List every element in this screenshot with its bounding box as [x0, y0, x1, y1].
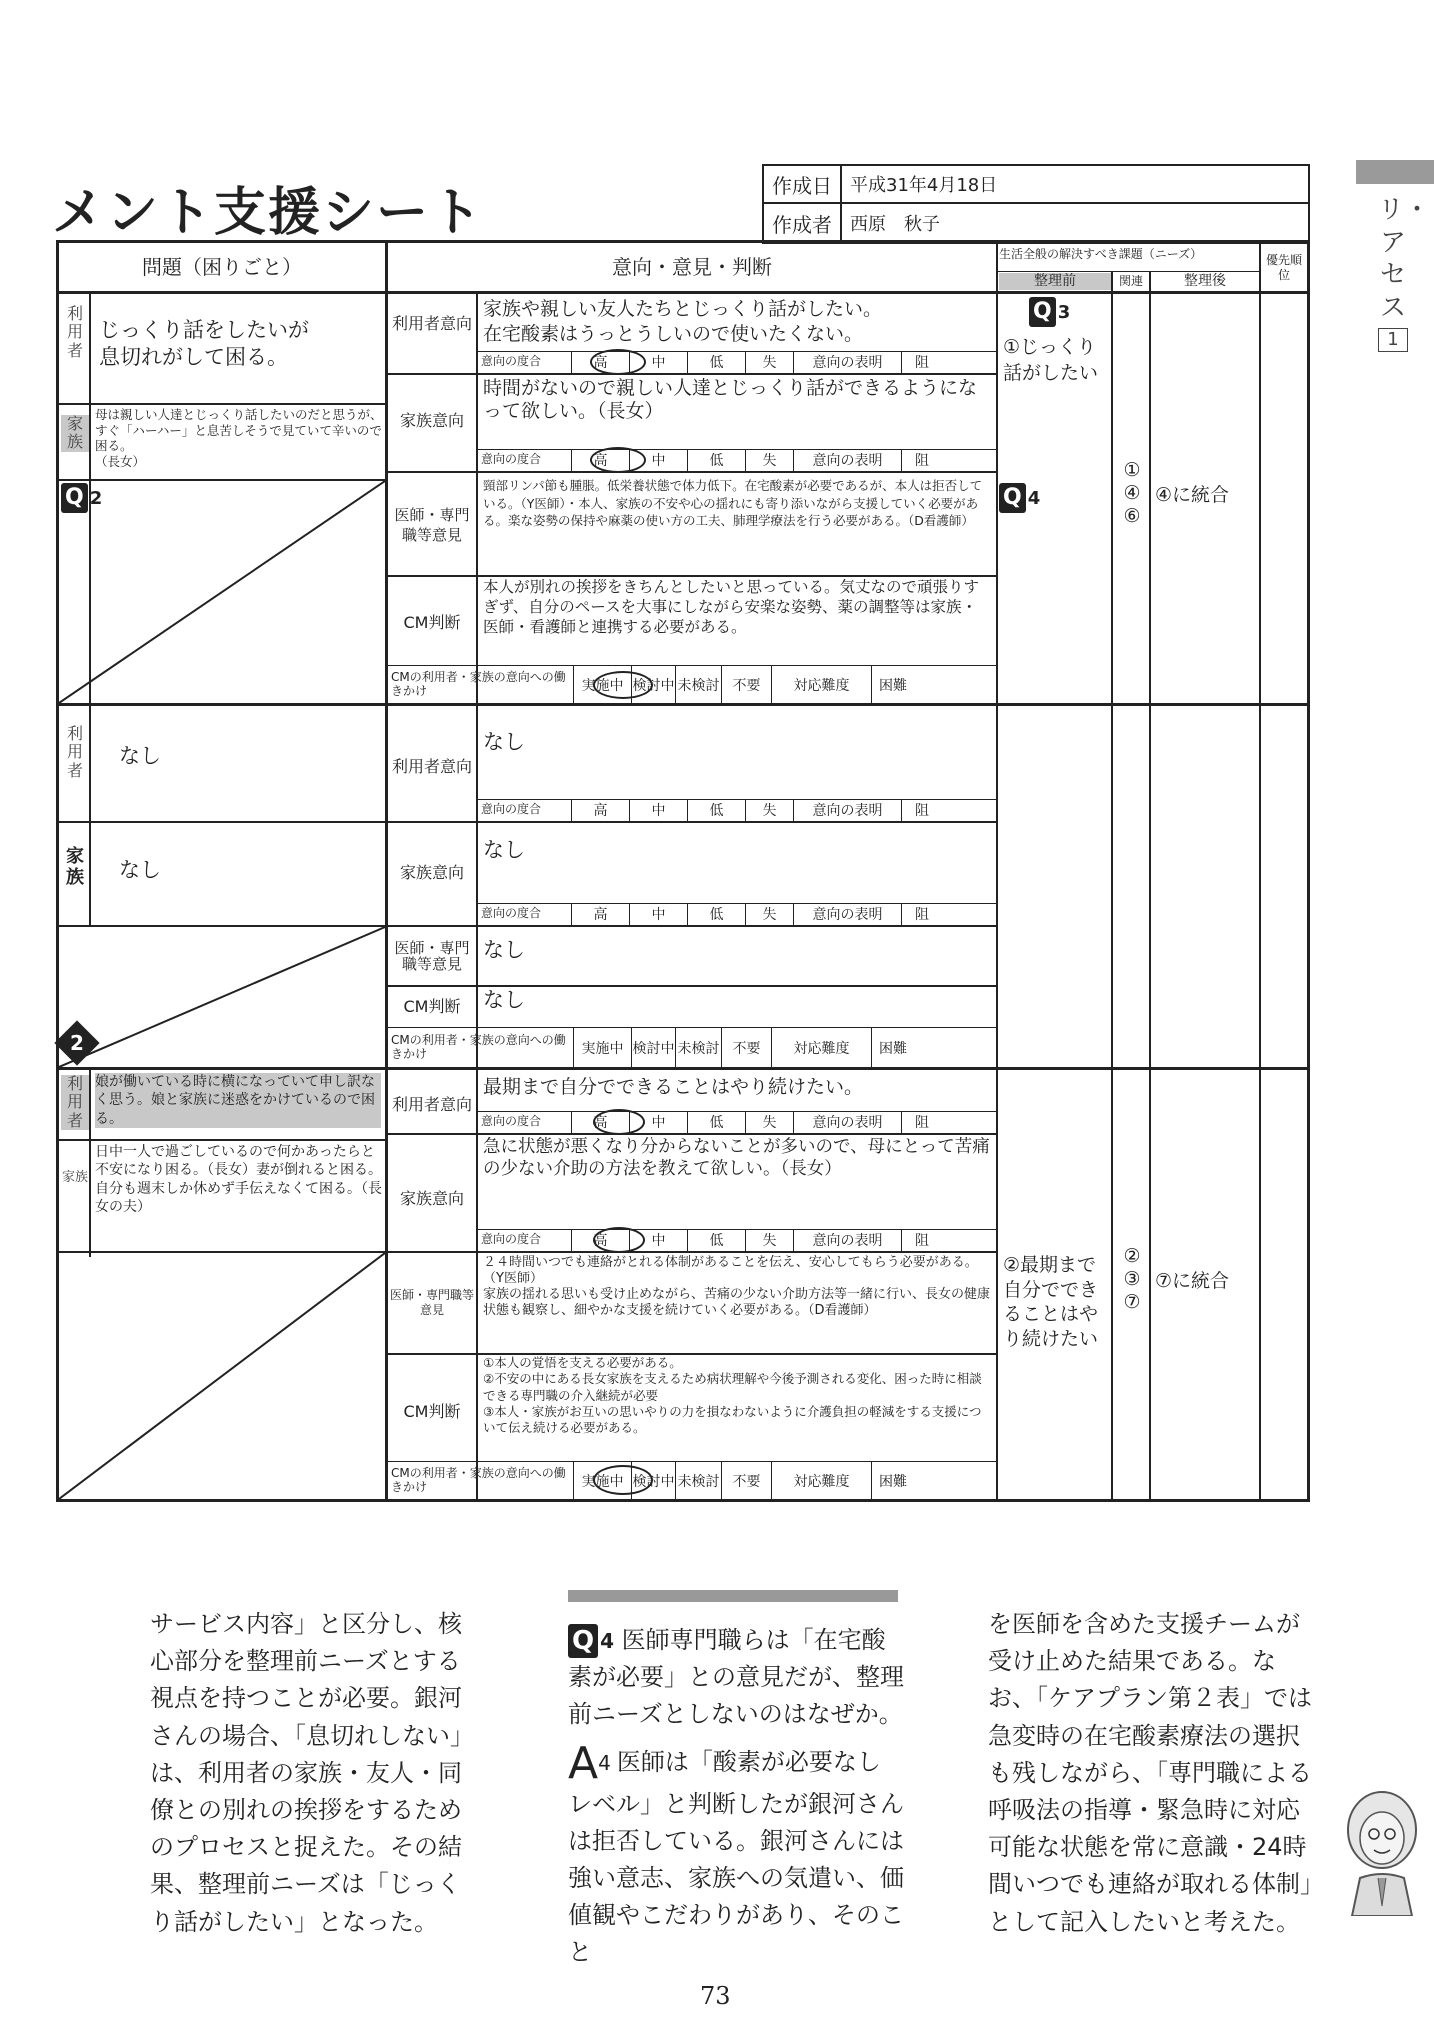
scale-option: 対応難度 [772, 1028, 872, 1067]
article-col3: を医師を含めた支援チームが受け止めた結果である。なお、「ケアプラン第２表」では急変時の在宅酸素療法の選択も残しながら、「専門職による呼吸法の指導・緊急時に対応可能な状態を常に意識・24時間いつでも連絡が取れる体制」として記入したいと考えた。 [988, 1610, 1312, 1936]
scale-option: 不要 [722, 666, 772, 703]
scale-option: 阻 [915, 355, 929, 371]
scale-option: 高 [572, 903, 630, 925]
scale-option: 対応難度 [772, 666, 872, 703]
scale-option: 困難 [879, 1473, 907, 1490]
scale-option: 不要 [722, 1028, 772, 1067]
q3-badge: Q 3 [1029, 297, 1070, 327]
s3-doctor: ２４時間いつでも連絡がとれる体制があることを伝え、安心してもらう必要がある。（Y医師） 家族の揺れる思いも受け止めながら、苦痛の少ない介助方法等一緒に行い、長女の健康状態も観察し、細やかな支援を続けていく必要がある。（D看護師） [483, 1255, 991, 1318]
qa-separator [568, 1590, 898, 1602]
author: 西原 秋子 [850, 214, 940, 235]
scale-option: 不要 [722, 1462, 772, 1499]
scale-option: 阻 [915, 1115, 929, 1131]
s3-family-intent: 急に状態が悪くなり分からないことが多いので、母にとって苦痛の少ない介助の方法を教えて欲しい。（長女） [483, 1137, 990, 1179]
scale-option: 検討中 [632, 666, 676, 703]
scale-option: 阻 [915, 1233, 929, 1249]
scale-option: 阻 [915, 453, 929, 469]
label-user-intent-2: 利用者意向 [391, 757, 472, 777]
scale-option: 意向の表明 [794, 799, 902, 821]
created-date-label: 作成日 [764, 166, 842, 202]
created-date: 平成31年4月18日 [850, 175, 998, 196]
scale-option: 失 [746, 799, 794, 821]
scale-option: 未検討 [676, 666, 722, 703]
s3-after: ⑦に統合 [1155, 1270, 1230, 1292]
s1-user-problem: じっくり話をしたいが 息切れがして困る。 [99, 318, 309, 370]
scale-label: 意向の度合 [478, 903, 572, 925]
elderly-man-illustration [1330, 1786, 1434, 1916]
priority-header: 優先順位 [1265, 253, 1302, 282]
s1-family-problem: 母は親しい人達とじっくり話したいのだと思うが、すぐ「ハーハー」と息苦しそうで見ていて辛いので困る。 （長女） [95, 407, 383, 469]
scale-option: 高 [572, 1229, 630, 1251]
s1-cm: 本人が別れの挨拶をきちんとしたいと思っている。気丈なので頑張りすぎず、自分のペースを大事にしながら安楽な姿勢、薬の調整等は家族・医師・看護師と連携する必要がある。 [483, 578, 980, 637]
s1-user-intent: 家族や親しい友人たちとじっくり話がしたい。 在宅酸素はうっとうしいので使いたくない。 [483, 298, 883, 345]
scale-option: 高 [572, 351, 630, 373]
s3-related: ② ③ ⑦ [1123, 1245, 1141, 1313]
s3-action-row [388, 1462, 996, 1499]
s2-user-problem: なし [119, 744, 161, 768]
q2-badge: Q 2 [61, 483, 102, 513]
scale-option: 中 [630, 1111, 688, 1133]
s2-empty-diagonal [59, 927, 385, 1067]
col-needs: 生活全般の解決すべき課題（ニーズ） [999, 247, 1203, 261]
scale-option: 困難 [879, 677, 907, 694]
label-cm-3: CM判断 [403, 1402, 461, 1422]
label-family-2: 家族 [66, 846, 84, 888]
scale-option: 失 [746, 1229, 794, 1251]
label-doctor-2: 医師・専門職等意見 [394, 938, 470, 973]
scale-option: 失 [746, 903, 794, 925]
scale-label: 意向の度合 [478, 351, 572, 373]
scale-option: 中 [630, 1229, 688, 1251]
assessment-table [56, 240, 1310, 1502]
scale-option: 失 [746, 449, 794, 471]
s1-family-intent: 時間がないので親しい人達とじっくり話ができるようになって欲しい。（長女） [483, 377, 978, 422]
s2-action-row [388, 1028, 996, 1067]
scale-option: 高 [572, 1111, 630, 1133]
scale-option: 高 [572, 449, 630, 471]
scale-option: 低 [688, 799, 746, 821]
s3-family-problem: 日中一人で過ごしているので何かあったらと不安になり困る。（長女）妻が倒れると困る。自分も週末しか休めず手伝えなくて困る。（長女の夫） [95, 1144, 382, 1216]
label-family-intent: 家族意向 [399, 411, 464, 431]
scale-option: 検討中 [632, 1462, 676, 1499]
scale-option: 意向の表明 [794, 903, 902, 925]
scale-option: 検討中 [632, 1028, 676, 1067]
scale-option: 未検討 [676, 1462, 722, 1499]
scale-option: 低 [688, 1229, 746, 1251]
scale-option: 対応難度 [772, 1462, 872, 1499]
scale-option: 低 [688, 903, 746, 925]
s1-family-scale [478, 449, 996, 471]
scale-label: CMの利用者・家族の意向への働きかけ [388, 1028, 574, 1067]
s2-doctor: なし [483, 938, 525, 962]
scale-option: 意向の表明 [794, 1111, 902, 1133]
scale-option: 失 [746, 351, 794, 373]
creation-info-box [762, 164, 1310, 244]
scale-label: 意向の度合 [478, 1111, 572, 1133]
s3-cm: ①本人の覚悟を支える必要がある。 ②不安の中にある長女家族を支えるため病状理解や今後予測される変化、困った時に相談できる専門職の介入継続が必要 ③本人・家族がお互いの思いやりの力を損なわないように介護負担の軽減をする支援について伝え続ける必要がある。 [483, 1355, 982, 1435]
scale-option: 高 [572, 799, 630, 821]
s1-implementing-circle [593, 671, 653, 699]
related-header: 関連 [1118, 274, 1143, 288]
s2-family-problem: なし [119, 858, 161, 882]
scale-option: 意向の表明 [794, 449, 902, 471]
label-user-3: 利用者 [61, 1075, 89, 1130]
q4-badge: Q 4 [999, 483, 1040, 513]
scale-option: 阻 [915, 803, 929, 819]
label-user-intent: 利用者意向 [391, 314, 472, 334]
s2-family-intent: なし [483, 838, 525, 862]
label-family-3: 家族 [61, 1170, 88, 1185]
answer-text: 医師は「酸素が必要なしレベル」と判断したが銀河さんは拒否している。銀河さんには強い意志、家族への気遣い、価値観やこだわりがあり、そのこと [568, 1747, 904, 1967]
s3-family-scale [478, 1229, 996, 1251]
label-cm-2: CM判断 [403, 996, 461, 1016]
scale-option: 低 [688, 449, 746, 471]
article-col1: サービス内容」と区分し、核心部分を整理前ニーズとする視点を持つことが必要。銀河さんの場合、「息切れしない」は、利用者の家族・友人・同僚との別れの挨拶をするためのプロセスと捉えた。その結果、整理前ニーズは「じっくり話がしたい」となった。 [150, 1610, 474, 1936]
s2-user-scale [478, 799, 996, 821]
label-family-intent-2: 家族意向 [399, 863, 464, 883]
scale-option: 意向の表明 [794, 1229, 902, 1251]
label-doctor-3: 医師・専門職等意見 [389, 1288, 474, 1317]
scale-option: 中 [630, 449, 688, 471]
q4-article-badge: Q 4 [568, 1624, 614, 1658]
s1-action-row [388, 666, 996, 703]
label-user-intent-3: 利用者意向 [391, 1095, 472, 1115]
s3-need: ②最期まで自分でできることはやり続けたい [1003, 1254, 1099, 1351]
scale-option: 実施中 [574, 666, 632, 703]
s3-empty-diagonal [59, 1253, 385, 1499]
s3-user-scale [478, 1111, 996, 1133]
col-intent: 意向・意見・判断 [612, 254, 772, 279]
label-doctor: 医師・専門職等意見 [394, 506, 470, 544]
s2-user-intent: なし [483, 730, 525, 754]
s1-doctor: 頸部リンパ節も腫脹。低栄養状態で体力低下。在宅酸素が必要であるが、本人は拒否している。（Y医師）・本人、家族の不安や心の揺れにも寄り添いながら支援していく必要がある。楽な姿勢の保持や麻薬の使い方の工夫、肺理学療法を行う必要がある。（D看護師） [483, 478, 983, 528]
scale-option: 実施中 [574, 1462, 632, 1499]
question-text: 医師専門職らは「在宅酸素が必要」との意見だが、整理前ニーズとしないのはなぜか。 [568, 1626, 904, 1729]
s1-after: ④に統合 [1155, 484, 1230, 506]
label-family: 家族 [61, 415, 89, 452]
scale-option: 中 [630, 351, 688, 373]
label-cm: CM判断 [403, 613, 461, 633]
col-problem: 問題（困りごと） [142, 254, 302, 279]
page-title: メント支援シート [52, 183, 485, 243]
side-tab-bar [1356, 160, 1434, 184]
author-label: 作成者 [764, 204, 842, 242]
scale-option: 実施中 [574, 1028, 632, 1067]
s3-user-intent: 最期まで自分でできることはやり続けたい。 [483, 1076, 864, 1098]
s3-implementing-circle [593, 1465, 653, 1495]
scale-option: 中 [630, 799, 688, 821]
scale-option: 中 [630, 903, 688, 925]
s1-user-scale [478, 351, 996, 373]
scale-option: 困難 [879, 1040, 907, 1057]
s3-user-problem: 娘が働いている時に横になっていて申し訳なく思う。娘と家族に迷惑をかけているので困る。 [95, 1073, 381, 1128]
scale-label: CMの利用者・家族の意向への働きかけ [388, 666, 574, 703]
article-qa: Q 4 医師専門職らは「在宅酸素が必要」との意見だが、整理前ニーズとしないのはなぜか。 A4 医師は「酸素が必要なしレベル」と判断したが銀河さんは拒否している。銀河さんには強い意志、家族への気遣い、価値観やこだわりがあり、そのこと [568, 1626, 904, 1967]
side-tab-label: リ・アセス 1 [1378, 195, 1431, 350]
s2-family-scale [478, 903, 996, 925]
scale-option: 未検討 [676, 1028, 722, 1067]
scale-label: 意向の度合 [478, 449, 572, 471]
s2-cm: なし [483, 988, 525, 1012]
s3-family-high-circle [593, 1227, 645, 1253]
s1-empty-diagonal [59, 481, 385, 703]
scale-option: 低 [688, 1111, 746, 1133]
scale-option: 意向の表明 [794, 351, 902, 373]
d2-badge: 2 [54, 1020, 99, 1065]
page-number: 73 [700, 1982, 731, 2010]
needs-after-header: 整理後 [1184, 273, 1226, 290]
s1-need: ①じっくり話がしたい [1003, 336, 1099, 384]
scale-option: 阻 [915, 907, 929, 923]
scale-option: 低 [688, 351, 746, 373]
s3-user-high-circle [593, 1109, 645, 1135]
s1-user-high-circle [590, 349, 646, 375]
label-user-2: 利用者 [66, 724, 83, 780]
scale-label: CMの利用者・家族の意向への働きかけ [388, 1462, 574, 1499]
label-user: 利用者 [66, 304, 83, 360]
answer-label: A [568, 1737, 599, 1789]
scale-label: 意向の度合 [478, 1229, 572, 1251]
s1-family-high-circle [590, 447, 646, 473]
scale-label: 意向の度合 [478, 799, 572, 821]
s1-related: ① ④ ⑥ [1123, 459, 1141, 527]
needs-before-header: 整理前 [999, 273, 1111, 290]
label-family-intent-3: 家族意向 [399, 1189, 464, 1209]
scale-option: 失 [746, 1111, 794, 1133]
